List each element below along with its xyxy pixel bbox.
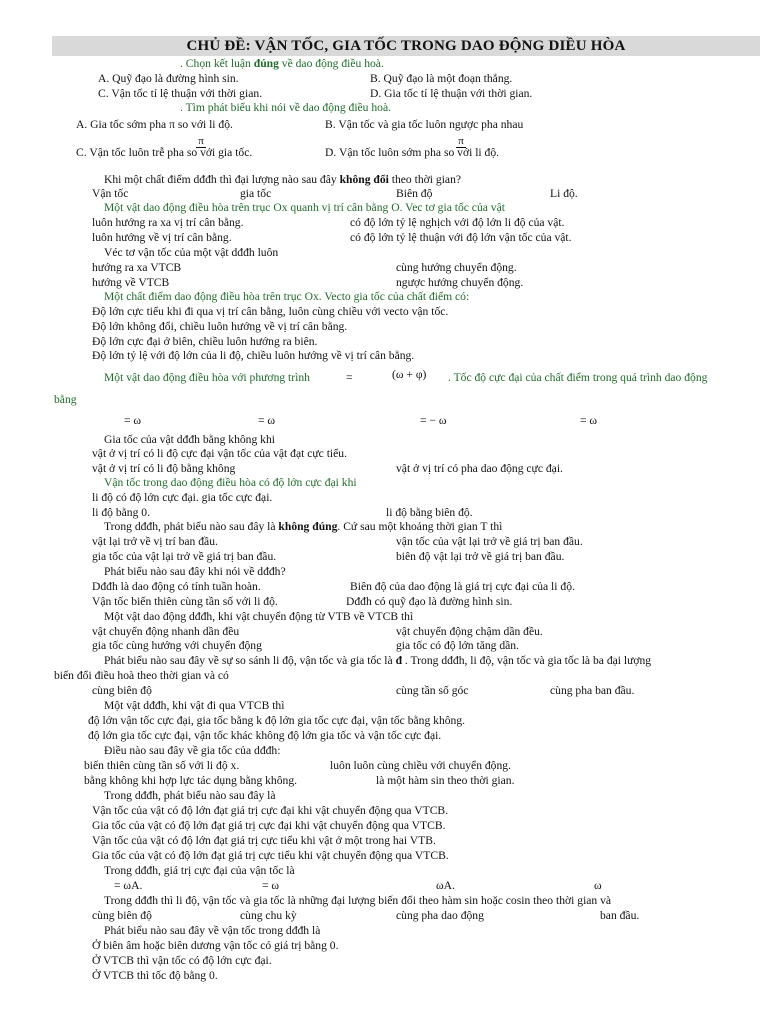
text-line: Một vật dao động dđđh, khi vật chuyển động từ VTB về VTCB thì: [104, 610, 414, 623]
text-line: = − ω: [420, 414, 447, 427]
text-line: B. Vận tốc và gia tốc luôn ngược pha nhau: [325, 118, 524, 131]
text-line: (ω + φ): [392, 368, 427, 381]
text-line: cùng pha dao động: [396, 909, 484, 922]
text-line: C. Vận tốc tỉ lệ thuận với thời gian.: [98, 87, 263, 100]
text-line: Vận tốc: [92, 187, 129, 200]
text-line: cùng tần số góc: [396, 684, 469, 697]
fraction-bar: [196, 147, 206, 148]
text-line: Dđđh có quỹ đạo là đường hình sin.: [346, 595, 513, 608]
text-line: Ở VTCB thì tốc độ bằng 0.: [92, 969, 218, 982]
text-line: vật chuyển động nhanh dần đều: [92, 625, 240, 638]
text-line: Điều nào sau đây về gia tốc của dđđh:: [104, 744, 281, 757]
page-title: CHỦ ĐỀ: VẬN TỐC, GIA TỐC TRONG DAO ĐỘNG DIỀU HÒA: [186, 38, 626, 54]
text-line: vật chuyển động chậm dần đều.: [396, 625, 543, 638]
text-line: . Chọn kết luận đúng về dao động điều hoà.: [180, 57, 384, 70]
text-line: bằng không khi hợp lực tác dụng bằng không.: [84, 774, 298, 787]
text-line: gia tốc của vật lại trở về giá trị ban đầu.: [92, 550, 277, 563]
text-line: vật ở vị trí có pha dao động cực đại.: [396, 462, 563, 475]
text-line: biến đổi điều hoà theo thời gian và có: [54, 669, 229, 682]
text-line: Gia tốc của vật có độ lớn đạt giá trị cực đại khi vật chuyển động qua VTCB.: [92, 819, 446, 832]
text-line: Ở biên âm hoặc biên dương vận tốc có giá trị bằng 0.: [92, 939, 339, 952]
text-line: Dđđh là dao động có tính tuần hoàn.: [92, 580, 261, 593]
text-line: . Tìm phát biểu khi nói về dao động điều hoà.: [180, 101, 392, 114]
text-line: ngược hướng chuyển động.: [396, 276, 524, 289]
text-line: A. Quỹ đạo là đường hình sin.: [98, 72, 239, 85]
text-line: bằng: [54, 393, 77, 406]
text-line: Độ lớn tỷ lệ với độ lớn của li độ, chiều luôn hướng về vị trí cân bằng.: [92, 349, 415, 362]
text-line: hướng về VTCB: [92, 276, 170, 289]
text-line: Một vật dao động điều hòa với phương trình: [104, 371, 310, 384]
text-line: D. Vận tốc luôn sớm pha so với li độ.: [325, 146, 500, 159]
text-line: độ lớn gia tốc cực đại, vận tốc khác không độ lớn gia tốc và vận tốc cực đại.: [88, 729, 442, 742]
text-line: = ωA.: [114, 879, 143, 892]
text-line: biến thiên cùng tần số với li độ x.: [84, 759, 240, 772]
text-line: cùng biên độ: [92, 684, 152, 697]
text-line: Ở VTCB thì vận tốc có độ lớn cực đại.: [92, 954, 272, 967]
text-line: Trong dđđh, giá trị cực đại của vận tốc là: [104, 864, 295, 877]
text-line: vật ở vị trí có li độ cực đại vận tốc của vật đạt cực tiểu.: [92, 447, 347, 460]
text-line: B. Quỹ đạo là một đoạn thẳng.: [370, 72, 513, 85]
text-line: Độ lớn cực đại ở biên, chiều luôn hướng ra biên.: [92, 335, 318, 348]
text-line: Khi một chất điểm dđđh thì đại lượng nào sau đây không đổi theo thời gian?: [104, 173, 462, 186]
text-line: luôn luôn cùng chiều với chuyển động.: [330, 759, 511, 772]
text-line: cùng chu kỳ: [240, 909, 297, 922]
text-line: = ω: [258, 414, 276, 427]
fraction: [196, 136, 206, 149]
text-line: Trong dđđh, phát biểu nào sau đây là: [104, 789, 276, 802]
text-line: là một hàm sin theo thời gian.: [376, 774, 515, 787]
text-line: = ω: [124, 414, 142, 427]
text-line: Vận tốc biến thiên cùng tần số với li độ.: [92, 595, 278, 608]
text-line: Gia tốc của vật dđđh bằng không khi: [104, 433, 275, 446]
text-line: Véc tơ vận tốc của một vật dđđh luôn: [104, 246, 279, 259]
text-line: cùng pha ban đầu.: [550, 684, 635, 697]
text-line: Một chất điểm dao động điều hòa trên trục Ox. Vecto gia tốc của chất điểm có:: [104, 290, 470, 303]
text-line: Gia tốc của vật có độ lớn đạt giá trị cực tiểu khi vật chuyển động qua VTCB.: [92, 849, 449, 862]
text-line: gia tốc: [240, 187, 272, 200]
text-line: li độ bằng biên độ.: [386, 506, 473, 519]
text-line: luôn hướng ra xa vị trí cân bằng.: [92, 216, 244, 229]
text-line: Trong dđđh, phát biểu nào sau đây là không đúng. Cứ sau một khoảng thời gian T thì: [104, 520, 503, 533]
text-line: biên độ vật lại trở về giá trị ban đầu.: [396, 550, 565, 563]
title-bar: [52, 36, 760, 56]
text-line: vật lại trở về vị trí ban đầu.: [92, 535, 218, 548]
text-line: Một vật dđđh, khi vật đi qua VTCB thì: [104, 699, 285, 712]
text-line: vật ở vị trí có li độ bằng không: [92, 462, 236, 475]
text-line: Một vật dao động điều hòa trên trục Ox quanh vị trí cân bằng O. Vec tơ gia tốc của vật: [104, 201, 505, 214]
text-line: Phát biểu nào sau đây khi nói về dđđh?: [104, 565, 286, 578]
text-line: li độ bằng 0.: [92, 506, 150, 519]
text-line: có độ lớn tỷ lệ thuận với độ lớn vận tốc của vật.: [350, 231, 572, 244]
text-line: Vận tốc trong dao động điều hòa có độ lớn cực đại khi: [104, 476, 357, 489]
text-line: Độ lớn cực tiểu khi đi qua vị trí cân bằng, luôn cùng chiều với vecto vận tốc.: [92, 305, 449, 318]
text-line: C. Vận tốc luôn trễ pha so với gia tốc.: [76, 146, 253, 159]
text-line: Vận tốc của vật có độ lớn đạt giá trị cực tiểu khi vật ở một trong hai VTB.: [92, 834, 436, 847]
text-line: Biên độ của dao động là giá trị cực đại của li độ.: [350, 580, 575, 593]
text-line: Vận tốc của vật có độ lớn đạt giá trị cực đại khi vật chuyển động qua VTCB.: [92, 804, 449, 817]
text-line: vận tốc của vật lại trở về giá trị ban đầu.: [396, 535, 583, 548]
text-line: độ lớn vận tốc cực đại, gia tốc bằng k độ lớn gia tốc cực đại, vận tốc bằng không.: [88, 714, 466, 727]
text-line: luôn hướng về vị trí cân bằng.: [92, 231, 232, 244]
text-line: li độ có độ lớn cực đại. gia tốc cực đại.: [92, 491, 273, 504]
text-line: Trong dđđh thì li độ, vận tốc và gia tốc là những đại lượng biến đổi theo hàm sin hoặc cosin theo thời gian và: [104, 894, 612, 907]
text-line: gia tốc cùng hướng với chuyển động: [92, 639, 262, 652]
text-line: D. Gia tốc tỉ lệ thuận với thời gian.: [370, 87, 533, 100]
text-line: gia tốc có độ lớn tăng dần.: [396, 639, 520, 652]
text-line: Li độ.: [550, 187, 578, 200]
fraction-numerator: π: [458, 135, 464, 147]
text-line: ω: [594, 879, 602, 892]
fraction: [456, 136, 466, 149]
text-line: Phát biểu nào sau đây về vận tốc trong dđđh là: [104, 924, 321, 937]
text-line: ωA.: [436, 879, 455, 892]
text-line: = ω: [580, 414, 598, 427]
text-line: Biên độ: [396, 187, 433, 200]
fraction-numerator: π: [198, 135, 204, 147]
text-line: cùng hướng chuyển động.: [396, 261, 517, 274]
text-line: Phát biểu nào sau đây về sự so sánh li độ, vận tốc và gia tốc là đ . Trong dđđh, li độ, vận tốc và gia tốc là ba đại lượng: [104, 654, 652, 667]
text-line: hướng ra xa VTCB: [92, 261, 182, 274]
text-line: ban đầu.: [600, 909, 640, 922]
text-line: có độ lớn tỷ lệ nghịch với độ lớn li độ của vật.: [350, 216, 565, 229]
text-line: . Tốc độ cực đại của chất điểm trong quá trình dao động: [448, 371, 708, 384]
text-line: A. Gia tốc sớm pha π so với li độ.: [76, 118, 233, 131]
fraction-bar: [456, 147, 466, 148]
text-line: cùng biên độ: [92, 909, 152, 922]
text-line: = ω: [262, 879, 280, 892]
text-line: Độ lớn không đổi, chiều luôn hướng về vị trí cân bằng.: [92, 320, 348, 333]
text-line: =: [346, 371, 353, 384]
